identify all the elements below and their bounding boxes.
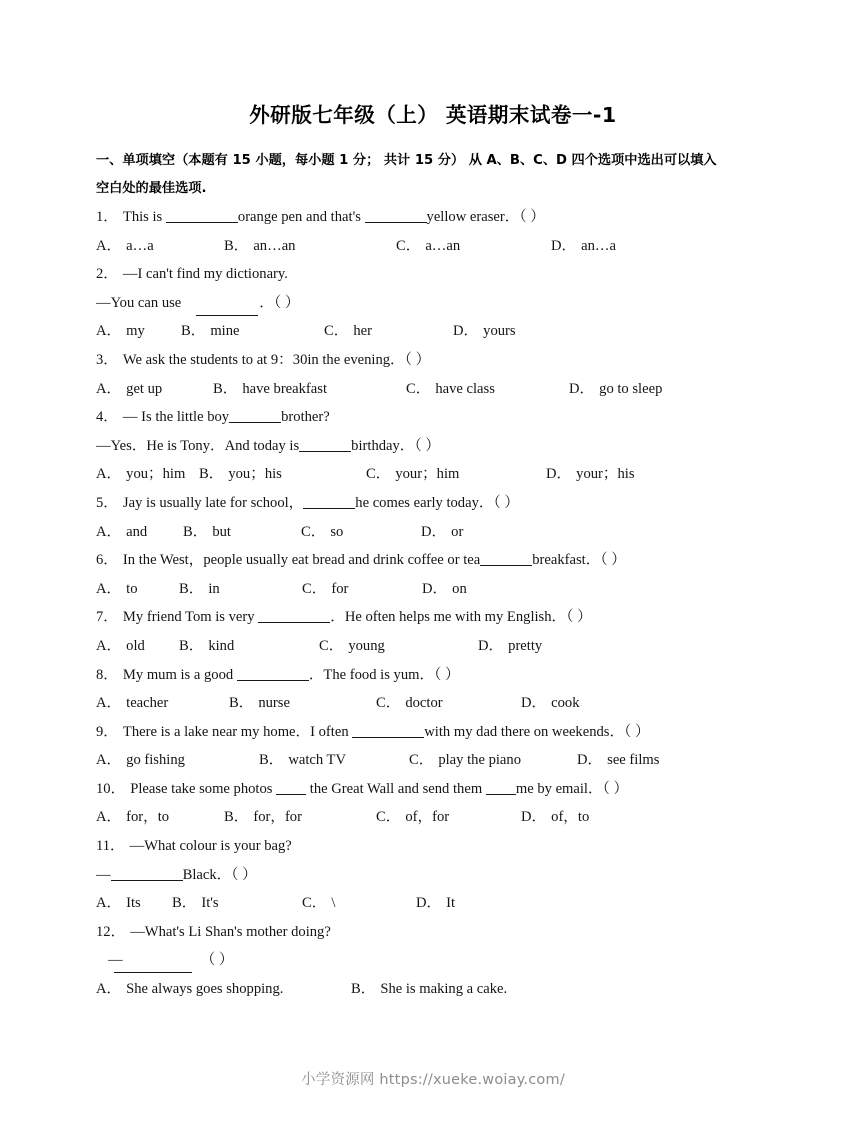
option-label: C． xyxy=(302,895,327,912)
fill-blank xyxy=(276,780,306,795)
option-label: A． xyxy=(96,523,122,540)
option-a xyxy=(96,518,147,547)
option-b xyxy=(224,232,295,261)
section-heading-line-2: 空白处的最佳选项. xyxy=(96,181,207,196)
option-text: but xyxy=(212,523,231,540)
question-stem xyxy=(96,603,796,632)
option-text: It xyxy=(446,895,456,912)
fill-blank xyxy=(237,666,309,681)
option-label: C． xyxy=(319,637,344,654)
option-row xyxy=(96,632,796,661)
question-text: This is xyxy=(122,209,166,225)
option-a xyxy=(96,375,162,404)
question-number: 10． xyxy=(96,780,126,797)
question-text: —Yes．He is Tony．And today is xyxy=(96,437,300,454)
question-stem-continued xyxy=(96,861,796,890)
fill-blank xyxy=(352,723,424,738)
option-a xyxy=(96,746,185,775)
option-text: doctor xyxy=(405,695,443,712)
option-label: B． xyxy=(172,895,197,912)
option-b xyxy=(259,746,346,775)
option-label: A． xyxy=(96,380,122,397)
fill-blank xyxy=(123,952,201,966)
option-row xyxy=(96,803,796,832)
question-text: Please take some photos xyxy=(130,780,277,797)
option-label: B． xyxy=(179,580,204,597)
question-text: —You can use xyxy=(96,294,182,311)
fill-blank xyxy=(111,866,183,881)
option-text: on xyxy=(452,580,467,597)
question-number: 6． xyxy=(96,552,118,569)
option-a xyxy=(96,889,141,918)
option-d xyxy=(416,889,455,918)
option-d xyxy=(577,746,659,775)
option-text: a…an xyxy=(425,237,461,254)
fill-blank xyxy=(299,437,351,452)
option-label: B． xyxy=(199,466,224,483)
question-number: 11． xyxy=(96,838,125,855)
option-label: A． xyxy=(96,637,122,654)
question-number: 4． xyxy=(96,409,118,426)
option-d xyxy=(521,803,589,832)
option-c xyxy=(324,317,372,346)
question-stem xyxy=(96,718,796,747)
option-a xyxy=(96,975,283,1004)
option-label: C． xyxy=(409,752,434,769)
option-text: play the piano xyxy=(438,752,522,769)
option-label: A． xyxy=(96,695,122,712)
option-text: of，for xyxy=(405,809,450,826)
question-text: breakfast．（ ） xyxy=(532,552,626,569)
option-row xyxy=(96,689,796,718)
question-text: the Great Wall and send them xyxy=(306,780,486,797)
option-label: C． xyxy=(406,380,431,397)
option-text: a…a xyxy=(126,237,154,254)
question-text: — xyxy=(108,952,123,969)
option-label: D． xyxy=(521,809,547,826)
option-label: B． xyxy=(224,237,249,254)
option-a xyxy=(96,803,169,832)
option-b xyxy=(213,375,327,404)
option-label: D． xyxy=(546,466,572,483)
option-b xyxy=(179,575,220,604)
option-text: old xyxy=(126,637,145,654)
option-label: B． xyxy=(229,695,254,712)
page-title: 外研版七年级（上） 英语期末试卷一-1 xyxy=(249,103,617,127)
option-d xyxy=(551,232,616,261)
option-text: have breakfast xyxy=(242,380,328,397)
questions-container xyxy=(96,203,796,1004)
option-label: B． xyxy=(179,637,204,654)
option-text: It's xyxy=(201,895,219,912)
option-row xyxy=(96,317,796,346)
option-text: an…a xyxy=(581,237,616,254)
option-label: D． xyxy=(478,637,504,654)
option-label: C． xyxy=(301,523,326,540)
question-text: — Is the little boy xyxy=(122,409,230,426)
option-label: D． xyxy=(569,380,595,397)
option-d xyxy=(521,689,580,718)
question-number: 2． xyxy=(96,266,118,283)
option-d xyxy=(421,518,463,547)
option-c xyxy=(396,232,460,261)
fill-blank xyxy=(229,408,281,423)
option-text: you；him xyxy=(126,466,186,483)
option-a xyxy=(96,232,154,261)
option-d xyxy=(422,575,467,604)
question-text: ．He often helps me with my English．（ ） xyxy=(330,609,592,626)
option-label: D． xyxy=(521,695,547,712)
option-text: you；his xyxy=(228,466,282,483)
option-label: A． xyxy=(96,809,122,826)
option-label: A． xyxy=(96,895,122,912)
option-text: watch TV xyxy=(288,752,347,769)
option-a xyxy=(96,575,138,604)
option-d xyxy=(546,460,635,489)
question-stem xyxy=(96,832,796,861)
option-c xyxy=(409,746,521,775)
option-b xyxy=(183,518,231,547)
option-row xyxy=(96,575,796,604)
option-text: or xyxy=(451,523,464,540)
question-text: ．（ ） xyxy=(259,294,300,311)
option-text: mine xyxy=(210,323,240,340)
option-a xyxy=(96,460,185,489)
option-b xyxy=(172,889,219,918)
question-stem xyxy=(96,546,796,575)
option-text: nurse xyxy=(258,695,290,712)
fill-blank-rule xyxy=(196,315,258,316)
question-text: brother? xyxy=(281,409,330,426)
question-stem xyxy=(96,489,796,518)
fill-blank-rule xyxy=(114,972,192,973)
question-text: he comes early today．（ ） xyxy=(355,494,520,511)
option-text: her xyxy=(353,323,372,340)
option-text: to xyxy=(126,580,138,597)
option-text: cook xyxy=(551,695,580,712)
question-text: ．The food is yum．（ ） xyxy=(308,666,460,683)
question-text: In the West，people usually eat bread and drink coffee or tea xyxy=(122,552,481,569)
option-label: B． xyxy=(213,380,238,397)
option-label: A． xyxy=(96,752,122,769)
option-label: C． xyxy=(324,323,349,340)
option-row xyxy=(96,460,796,489)
question-text: — xyxy=(96,866,111,883)
question-text: yellow eraser．（ ） xyxy=(426,209,545,225)
fill-blank xyxy=(480,551,532,566)
question-text: Jay is usually late for school， xyxy=(122,494,304,511)
question-stem xyxy=(96,403,796,432)
option-text: my xyxy=(126,323,145,340)
option-b xyxy=(199,460,282,489)
option-label: A． xyxy=(96,237,122,254)
question-text: Black．（ ） xyxy=(182,866,257,883)
question-stem xyxy=(96,260,796,289)
fill-blank xyxy=(486,780,516,795)
question-number: 3． xyxy=(96,351,118,368)
question-stem-continued xyxy=(96,432,796,461)
option-label: C． xyxy=(376,695,401,712)
fill-blank xyxy=(181,295,259,309)
question-text: （ ） xyxy=(200,952,234,969)
option-b xyxy=(181,317,240,346)
question-text: birthday．（ ） xyxy=(351,437,440,454)
option-d xyxy=(478,632,542,661)
option-label: B． xyxy=(183,523,208,540)
option-b xyxy=(229,689,290,718)
option-text: Its xyxy=(126,895,141,912)
question-number: 1． xyxy=(96,209,118,225)
option-label: C． xyxy=(366,466,391,483)
question-stem xyxy=(96,661,796,690)
option-c xyxy=(366,460,459,489)
option-text: for，for xyxy=(253,809,302,826)
option-text: for，to xyxy=(126,809,170,826)
option-text: She always goes shopping. xyxy=(126,981,284,998)
question-text: —What's Li Shan's mother doing? xyxy=(130,923,331,940)
option-row xyxy=(96,889,796,918)
option-label: D． xyxy=(577,752,603,769)
option-text: for xyxy=(331,580,349,597)
option-text: so xyxy=(330,523,344,540)
question-text: —What colour is your bag? xyxy=(129,838,292,855)
question-text: My friend Tom is very xyxy=(122,609,259,626)
question-text: with my dad there on weekends．（ ） xyxy=(424,723,650,740)
option-c xyxy=(319,632,385,661)
option-label: C． xyxy=(396,237,421,254)
option-label: D． xyxy=(551,237,577,254)
question-number: 12． xyxy=(96,923,126,940)
option-label: C． xyxy=(376,809,401,826)
option-text: see films xyxy=(607,752,660,769)
option-c xyxy=(301,518,343,547)
question-stem-continued xyxy=(96,289,796,318)
option-text: of，to xyxy=(551,809,590,826)
option-text: go to sleep xyxy=(599,380,663,397)
question-stem-continued xyxy=(96,946,796,975)
option-row xyxy=(96,746,796,775)
section-heading-line-1: 一、单项填空（本题有 15 小题，每小题 1 分； 共计 15 分） 从 A、B、C、D 四个选项中选出可以填入 xyxy=(96,153,717,168)
question-text: orange pen and that's xyxy=(237,209,365,225)
option-text: in xyxy=(208,580,220,597)
option-label: B． xyxy=(224,809,249,826)
option-text: She is making a cake. xyxy=(380,981,508,998)
option-text: an…an xyxy=(253,237,296,254)
option-label: B． xyxy=(181,323,206,340)
option-label: D． xyxy=(421,523,447,540)
option-text: \ xyxy=(331,895,336,912)
option-b xyxy=(179,632,234,661)
option-label: A． xyxy=(96,981,122,998)
option-text: yours xyxy=(483,323,516,340)
option-c xyxy=(376,689,443,718)
question-text: My mum is a good xyxy=(122,666,237,683)
option-c xyxy=(302,575,348,604)
option-d xyxy=(453,317,516,346)
question-text: me by email．（ ） xyxy=(515,780,629,797)
option-label: B． xyxy=(259,752,284,769)
fill-blank xyxy=(303,494,355,509)
option-label: A． xyxy=(96,323,122,340)
question-stem xyxy=(96,918,796,947)
question-number: 8． xyxy=(96,666,118,683)
question-text: There is a lake near my home．I often xyxy=(122,723,353,740)
option-label: D． xyxy=(416,895,442,912)
option-row xyxy=(96,518,796,547)
footer-watermark: 小学资源网 https://xueke.woiay.com/ xyxy=(301,1072,565,1088)
option-label: A． xyxy=(96,466,122,483)
option-d xyxy=(569,375,662,404)
option-text: your；his xyxy=(576,466,635,483)
option-c xyxy=(406,375,495,404)
option-c xyxy=(376,803,449,832)
option-text: go fishing xyxy=(126,752,185,769)
option-a xyxy=(96,632,145,661)
question-text: —I can't find my dictionary. xyxy=(122,266,288,283)
question-number: 9． xyxy=(96,723,118,740)
option-label: A． xyxy=(96,580,122,597)
option-row xyxy=(96,975,796,1004)
fill-blank xyxy=(166,208,238,223)
question-stem xyxy=(96,775,796,804)
option-row xyxy=(96,232,796,261)
option-text: have class xyxy=(435,380,495,397)
option-label: D． xyxy=(453,323,479,340)
fill-blank xyxy=(365,208,427,223)
option-a xyxy=(96,317,145,346)
section-heading xyxy=(96,147,774,203)
option-label: B． xyxy=(351,981,376,998)
question-number: 5． xyxy=(96,494,118,511)
option-text: kind xyxy=(208,637,235,654)
question-number: 7． xyxy=(96,609,118,626)
option-b xyxy=(351,975,507,1004)
option-label: D． xyxy=(422,580,448,597)
option-a xyxy=(96,689,168,718)
option-row xyxy=(96,375,796,404)
question-stem xyxy=(96,203,796,232)
option-text: get up xyxy=(126,380,163,397)
fill-blank xyxy=(258,608,330,623)
option-b xyxy=(224,803,302,832)
question-text: We ask the students to at 9：30in the evening．（ ） xyxy=(122,351,431,368)
option-c xyxy=(302,889,335,918)
option-text: your；him xyxy=(395,466,460,483)
option-label: C． xyxy=(302,580,327,597)
option-text: teacher xyxy=(126,695,169,712)
option-text: pretty xyxy=(508,637,543,654)
question-stem xyxy=(96,346,796,375)
option-text: young xyxy=(348,637,385,654)
option-text: and xyxy=(126,523,148,540)
